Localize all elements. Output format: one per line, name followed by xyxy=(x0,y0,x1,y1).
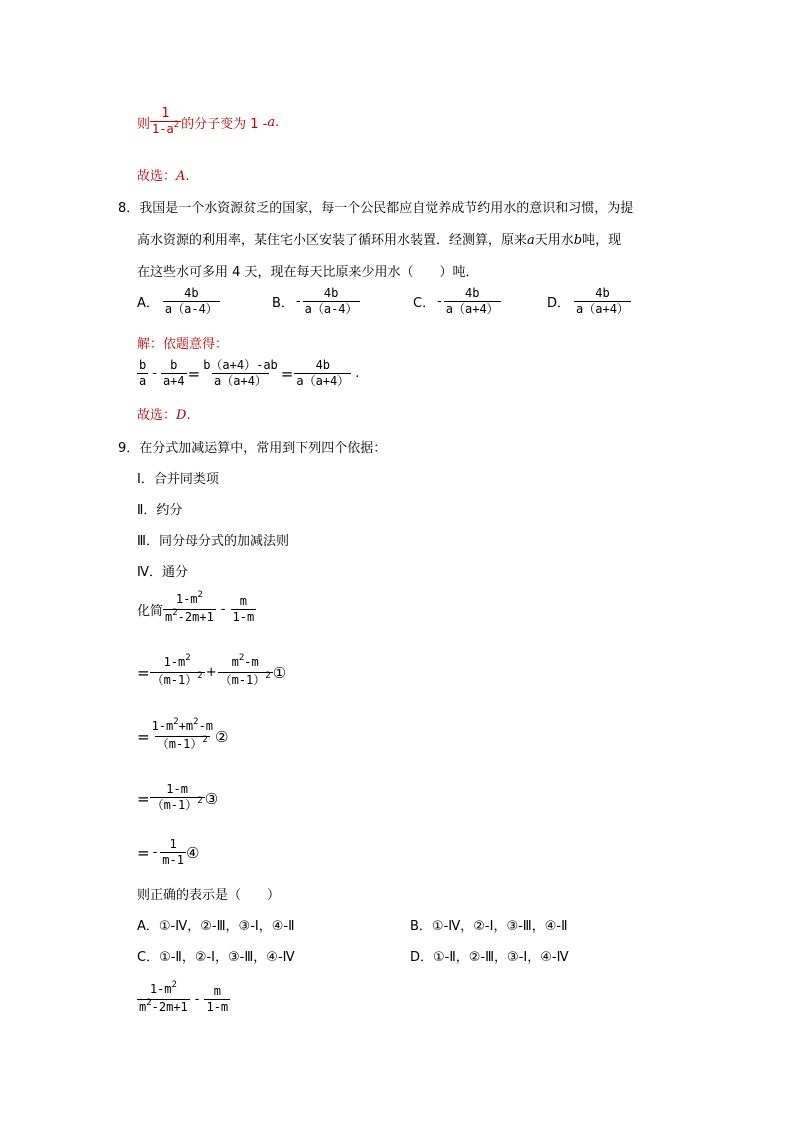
q7-frac-num: 1 xyxy=(161,106,170,121)
q8-option-b[interactable] xyxy=(272,286,360,317)
q8-sol-frac1 xyxy=(137,358,148,389)
q9-basis-3: Ⅲ．同分母分式的加减法则 xyxy=(137,534,289,549)
q8-option-d-fraction xyxy=(574,286,631,317)
q9-tail-frac1 xyxy=(137,982,190,1017)
q8-option-b-den: a（a-4） xyxy=(304,302,358,316)
q9-question: 则正确的表示是（ ） xyxy=(137,888,281,903)
q7-suffix-var: a xyxy=(267,115,276,130)
q8-answer xyxy=(137,404,191,423)
q9-step3-mark: ③ xyxy=(204,789,219,808)
q9-step4-sign: - xyxy=(152,845,158,860)
q8-option-c[interactable] xyxy=(413,286,501,317)
q7-answer xyxy=(137,165,190,184)
q8-sol-frac3 xyxy=(201,358,280,389)
q9-option-a[interactable]: A．①-Ⅳ，②-Ⅲ，③-Ⅰ，④-Ⅱ xyxy=(137,919,295,934)
q8-sol-f1-den: a xyxy=(139,374,147,388)
q9-step0-num-a: 1-m xyxy=(175,592,198,606)
q8-option-c-den: a（a+4） xyxy=(445,302,499,316)
q8-option-a[interactable] xyxy=(137,286,220,317)
q8-option-c-label: C． xyxy=(413,296,436,311)
q9-step1-f2-num-a: m xyxy=(231,655,239,669)
q9-tail-num-exp: 2 xyxy=(171,980,177,990)
q8-option-b-num: 4b xyxy=(323,286,339,300)
q9-step1-den: （m-1） xyxy=(151,673,198,687)
q9-step1 xyxy=(137,655,286,690)
q8-sol-minus: - xyxy=(152,366,157,381)
q9-step1-num-a: 1-m xyxy=(163,655,186,669)
q8-option-c-fraction xyxy=(444,286,501,317)
q7-answer-end: . xyxy=(185,169,190,184)
q8-sol-f4-num: 4b xyxy=(315,358,331,372)
q8-option-d[interactable] xyxy=(547,286,631,317)
q8-sol-f1-num: b xyxy=(139,358,147,372)
q9-step4-mark: ④ xyxy=(185,843,200,862)
q8-option-d-label: D． xyxy=(547,296,571,311)
q8-stem-line1: 8．我国是一个水资源贫乏的国家，每一个公民都应自觉养成节约用水的意识和习惯，为提 xyxy=(118,201,634,216)
q9-simplify-label: 化简 xyxy=(137,604,164,619)
q8-option-a-den: a（a-4） xyxy=(164,302,218,316)
q9-step0-den-b: -2m+1 xyxy=(177,610,214,624)
q7-prefix: 则 xyxy=(137,117,151,132)
q9-step4-frac xyxy=(160,837,186,868)
q9-step2-den: （m-1） xyxy=(156,737,203,751)
q8-line2-text-c: 吨，现 xyxy=(582,233,622,248)
q9-step3-num: 1-m xyxy=(166,782,188,796)
q8-option-a-label: A． xyxy=(137,296,159,311)
q7-suffix: 的分子变为 1 - xyxy=(181,117,268,132)
q9-step0-frac1 xyxy=(163,592,216,627)
q8-solution-label: 解：依题意得： xyxy=(137,337,229,352)
q9-step2-num-exp2: 2 xyxy=(193,717,199,727)
q8-answer-val: D xyxy=(176,408,187,423)
q9-step2-eq: = xyxy=(137,727,150,746)
q9-step0-frac2 xyxy=(231,594,257,625)
q9-option-c[interactable]: C．①-Ⅱ，②-Ⅰ，③-Ⅲ，④-Ⅳ xyxy=(137,950,295,965)
q9-step2-num-exp1: 2 xyxy=(173,717,179,727)
q9-step4-den: m-1 xyxy=(162,853,184,867)
q9-basis-2: Ⅱ．约分 xyxy=(137,503,183,518)
q9-simplify-line xyxy=(137,592,256,627)
q9-step1-f2-num-exp: 2 xyxy=(238,653,245,663)
q8-solution-expression xyxy=(137,358,359,389)
q8-option-d-den: a（a+4） xyxy=(576,302,629,316)
q7-conclusion-line xyxy=(137,106,279,139)
q8-stem-line2 xyxy=(137,229,621,248)
q8-line2-text-b: 天用水 xyxy=(534,233,574,248)
q9-step3-den-exp: 2 xyxy=(197,796,203,806)
q8-option-b-fraction xyxy=(303,286,360,317)
q8-answer-end: . xyxy=(186,408,191,423)
q8-option-b-sign: - xyxy=(295,294,301,309)
q9-step0-num-exp: 2 xyxy=(197,590,203,600)
q8-sol-f3-den: a（a+4） xyxy=(214,374,267,388)
q9-step0-f2-num: m xyxy=(239,594,247,608)
q9-step2-num-c: -m xyxy=(198,719,214,733)
q9-step1-f2-den: （m-1） xyxy=(219,673,266,687)
q8-sol-end: . xyxy=(355,366,360,381)
q7-answer-label: 故选： xyxy=(137,169,177,184)
q9-option-b[interactable]: B．①-Ⅳ，②-Ⅰ，③-Ⅲ，④-Ⅱ xyxy=(410,919,568,934)
q9-step0-f2-den: 1-m xyxy=(232,610,255,624)
q9-step3-frac xyxy=(150,782,205,815)
q7-frac-den: 1-a xyxy=(152,122,174,136)
q9-tail-den-a: m xyxy=(139,1000,147,1014)
q9-tail-frac2 xyxy=(204,984,230,1015)
q9-tail-den-b: -2m+1 xyxy=(151,1000,188,1014)
q9-step3-eq: = xyxy=(137,789,150,808)
q9-step1-frac2 xyxy=(218,655,273,690)
q9-step2-den-exp: 2 xyxy=(202,735,208,745)
q9-step1-plus: + xyxy=(205,665,217,680)
q8-sol-frac4 xyxy=(294,358,351,389)
q9-basis-4: Ⅳ．通分 xyxy=(137,565,188,580)
q8-answer-label: 故选： xyxy=(137,408,177,423)
q9-step1-f2-den-exp: 2 xyxy=(265,671,271,681)
q9-tail-num-a: 1-m xyxy=(149,982,172,996)
q9-step1-eq: = xyxy=(137,663,150,682)
q9-tail-den-exp: 2 xyxy=(146,998,152,1008)
q8-option-a-num: 4b xyxy=(184,286,199,300)
q8-sol-eq1: = xyxy=(187,364,201,383)
q9-step0-den-exp: 2 xyxy=(172,608,178,618)
q8-sol-f2-num: b xyxy=(170,358,178,372)
q9-step1-mark: ① xyxy=(272,663,287,682)
q9-step2-num-b: +m xyxy=(178,719,194,733)
q9-step2 xyxy=(137,719,228,754)
q8-line2-text-a: 高水资源的利用率，某住宅小区安装了循环用水装置．经测算，原来 xyxy=(137,233,528,248)
q7-fraction xyxy=(150,106,181,139)
q9-step3 xyxy=(137,782,218,815)
q9-option-d[interactable]: D．①-Ⅱ，②-Ⅲ，③-Ⅰ，④-Ⅳ xyxy=(410,950,569,965)
q9-step3-den: （m-1） xyxy=(151,798,198,812)
q8-option-a-fraction xyxy=(163,286,220,317)
q8-option-c-num: 4b xyxy=(465,286,480,300)
q9-step4-eq: = xyxy=(137,843,150,862)
q9-tail-f2-num: m xyxy=(213,984,221,998)
q8-sol-frac2 xyxy=(161,358,187,389)
q9-step2-num-a: 1-m xyxy=(151,719,174,733)
q9-step2-mark: ② xyxy=(215,727,229,746)
q7-answer-val: A xyxy=(176,169,186,184)
q9-step4 xyxy=(137,837,199,868)
q9-step0-minus: - xyxy=(220,602,226,617)
q9-step1-num-exp: 2 xyxy=(185,653,191,663)
q8-var-b: b xyxy=(573,233,583,248)
q8-sol-f4-den: a（a+4） xyxy=(296,374,350,388)
q7-frac-den-exp: 2 xyxy=(173,120,180,130)
q9-step1-f2-num-b: -m xyxy=(244,655,259,669)
q9-step0-den-a: m xyxy=(165,610,173,624)
q8-option-b-label: B． xyxy=(272,296,294,311)
q9-step4-num: 1 xyxy=(169,837,177,851)
q9-stem: 9．在分式加减运算中，常用到下列四个依据： xyxy=(118,441,387,456)
q9-basis-1: Ⅰ．合并同类项 xyxy=(137,472,219,487)
q8-option-d-num: 4b xyxy=(595,286,610,300)
q8-stem-line3: 在这些水可多用 4 天，现在每天比原来少用水（ ）吨． xyxy=(137,265,479,280)
q8-sol-f3-num: b（a+4）-ab xyxy=(203,358,278,372)
q9-step1-frac1 xyxy=(150,655,205,690)
q8-sol-f2-den: a+4 xyxy=(162,374,185,388)
q9-step1-den-exp: 2 xyxy=(197,671,203,681)
q8-var-a: a xyxy=(527,233,535,248)
q9-tail-f2-den: 1-m xyxy=(206,1000,229,1014)
q9-step2-frac xyxy=(150,719,215,754)
q9-tail-expression xyxy=(137,982,230,1017)
q8-sol-eq2: = xyxy=(280,364,294,383)
q9-tail-minus: - xyxy=(194,992,200,1007)
q7-suffix-end: . xyxy=(275,115,280,130)
q8-option-c-sign: - xyxy=(437,294,442,309)
